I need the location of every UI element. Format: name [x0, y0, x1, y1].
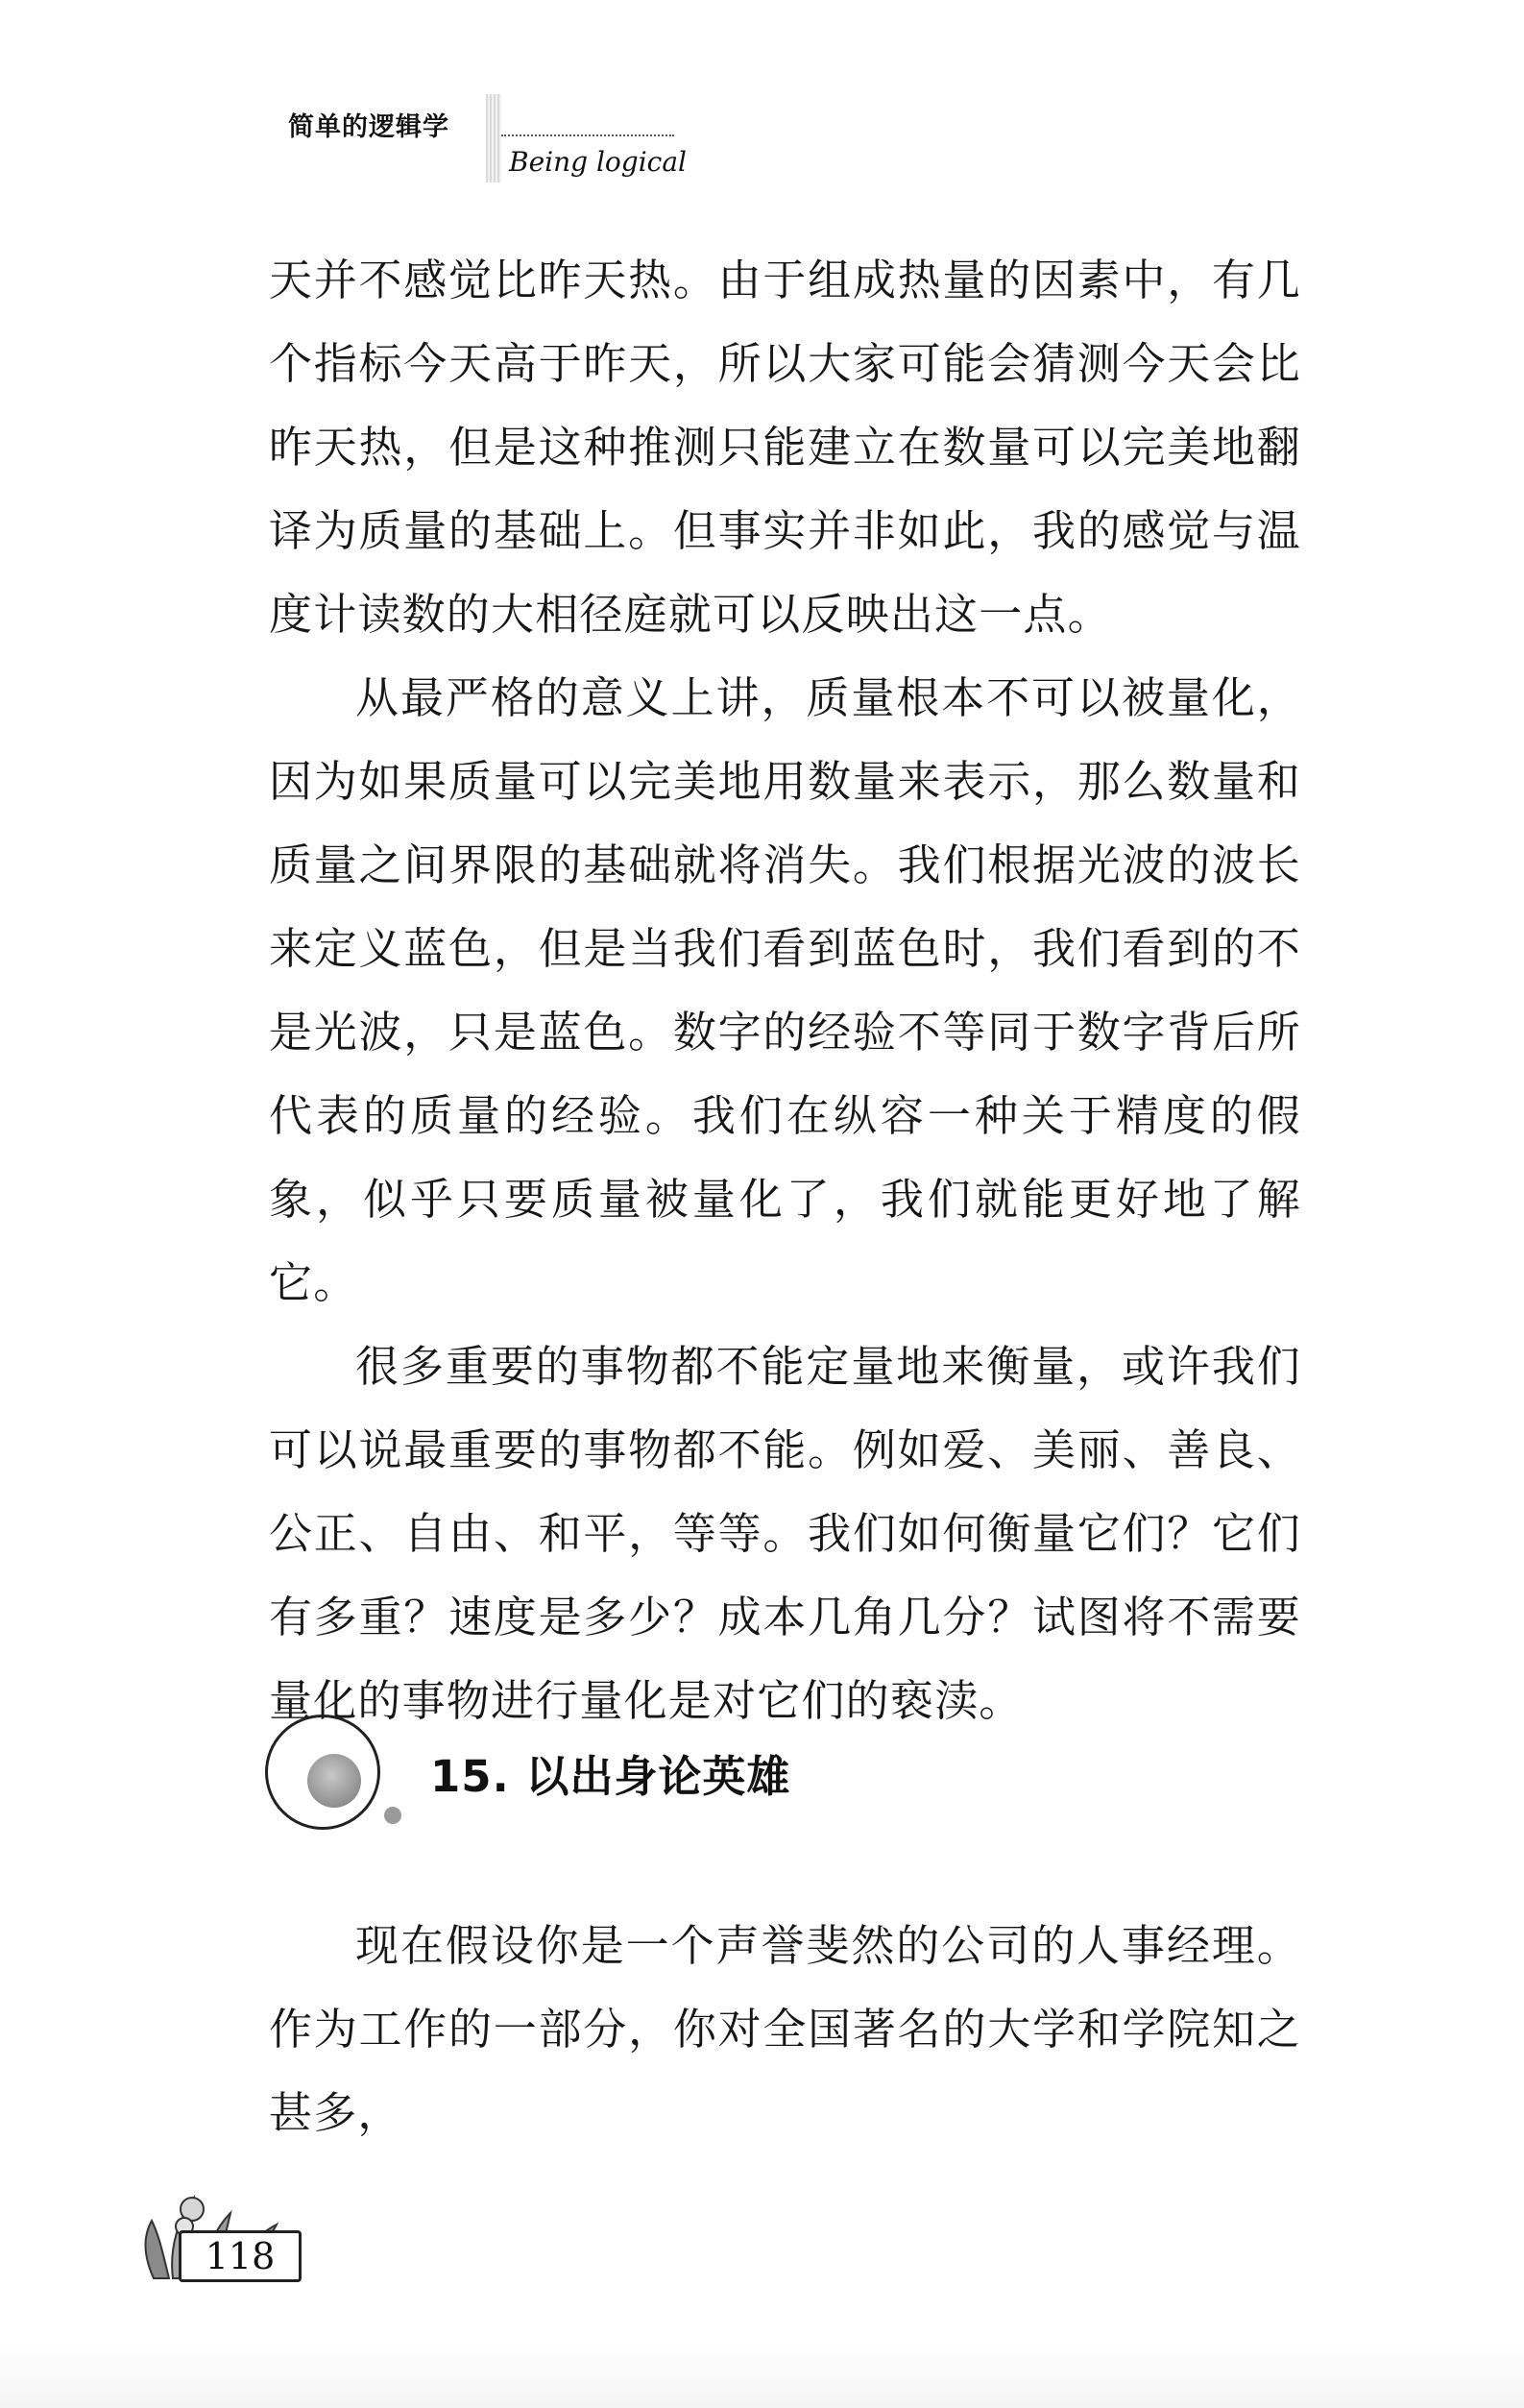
page-number: 118	[179, 2230, 302, 2282]
paragraph: 很多重要的事物都不能定量地来衡量，或许我们可以说最重要的事物都不能。例如爱、美丽、善良、公正、自由、和平，等等。我们如何衡量它们？它们有多重？速度是多少？成本几角几分？试图将不需要量化的事物进行量化是对它们的亵渎。	[269, 1341, 1301, 1726]
header-decor-bar	[486, 94, 501, 182]
paragraph: 从最严格的意义上讲，质量根本不可以被量化，因为如果质量可以完美地用数量来表示，那么数量和质量之间界限的基础就将消失。我们根据光波的波长来定义蓝色，但是当我们看到蓝色时，我们看到的不是光波，只是蓝色。数字的经验不等同于数字背后所代表的质量的经验。我们在纵容一种关于精度的假象，似乎只要质量被量化了，我们就能更好地了解它。	[269, 672, 1301, 1308]
page-footer	[134, 2171, 307, 2286]
section-title: 15. 以出身论英雄	[430, 1751, 791, 1802]
paragraph: 现在假设你是一个声誉斐然的公司的人事经理。作为工作的一部分，你对全国著名的大学和学院知之甚多，	[269, 1920, 1301, 2138]
section-dot-icon	[307, 1754, 361, 1808]
header-rule	[501, 134, 674, 136]
book-title: 简单的逻辑学	[288, 112, 449, 142]
paragraph-continued: 天并不感觉比昨天热。由于组成热量的因素中，有几个指标今天高于昨天，所以大家可能会猜测今天会比昨天热，但是这种推测只能建立在数量可以完美地翻译为质量的基础上。但事实并非如此，我的感觉与温度计读数的大相径庭就可以反映出这一点。	[269, 255, 1301, 640]
body-text	[269, 238, 1301, 1742]
running-header	[278, 94, 691, 190]
section-heading	[261, 1715, 1318, 1839]
section-small-dot-icon	[384, 1807, 401, 1824]
section-body-text	[269, 1904, 1301, 2154]
book-subtitle: Being logical	[509, 146, 687, 178]
page-edge-shadow	[0, 2344, 1524, 2408]
